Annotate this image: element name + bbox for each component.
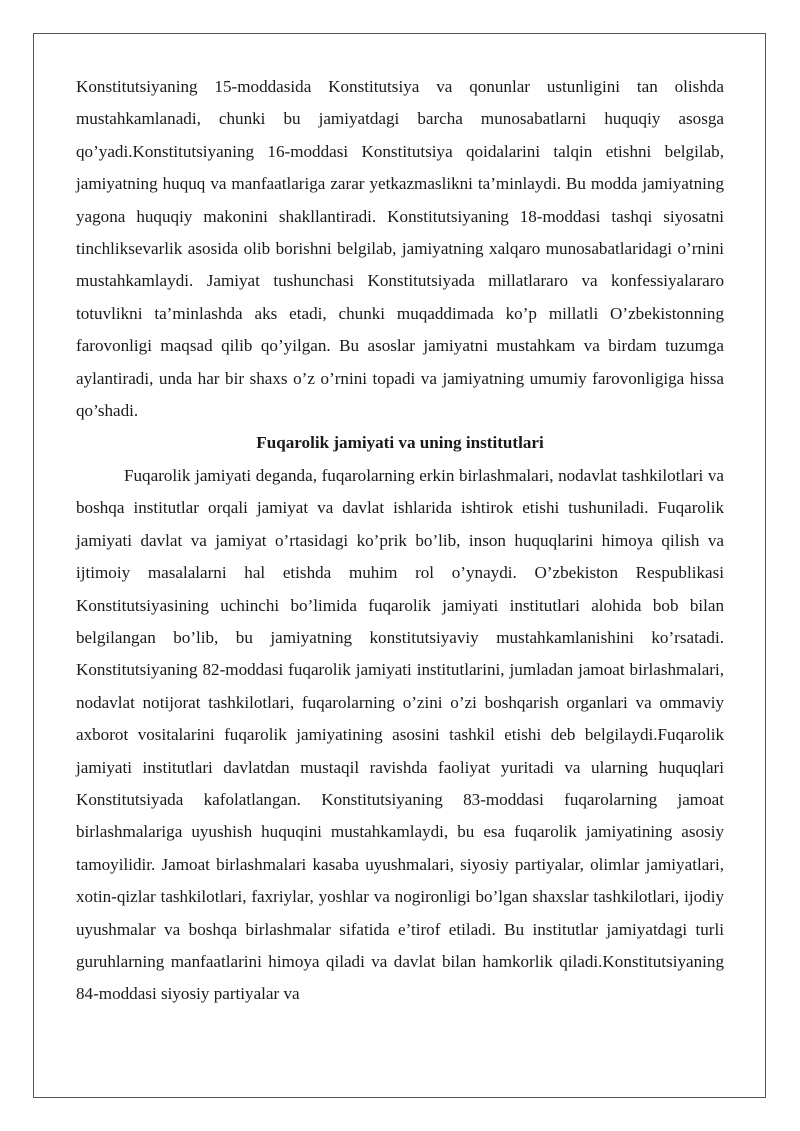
section-heading: Fuqarolik jamiyati va uning institutlari (256, 433, 544, 453)
body-paragraph: Konstitutsiyaning 15-moddasida Konstitutsiya va qonunlar ustunligini tan olishda mustahkamlanadi, chunki bu jamiyatdagi barcha munosabatlarni huquqiy asosga qo’yadi.Konstitutsiyaning 16-moddasi Konstitutsiya qoidalarini talqin etishni belgilab, jamiyatning huquq va manfaatlariga zarar yetkazmaslikni ta’minlaydi. Bu modda jamiyatning yagona huquqiy makonini shakllantiradi. Konstitutsiyaning 18-moddasi tashqi siyosatni tinchliksevarlik asosida olib borishni belgilab, jamiyatning xalqaro munosabatlaridagi o’rnini mustahkamlaydi. Jamiyat tushunchasi Konstitutsiyada millatlararo va konfessiyalararo totuvlikni ta’minlashda aks etadi, chunki muqaddimada ko’p millatli O’zbekistonning farovonligi maqsad qilib qo’yilgan. Bu asoslar jamiyatni mustahkam va birdam tuzumga aylantiradi, unda har bir shaxs o’z o’rnini topadi va jamiyatning umumiy farovonligiga hissa qo’shadi. (76, 77, 724, 421)
document-body (76, 71, 724, 1011)
body-paragraph: Fuqarolik jamiyati deganda, fuqarolarning erkin birlashmalari, nodavlat tashkilotlari va boshqa institutlar orqali jamiyat va davlat ishlarida ishtirok etishi tushuniladi. Fuqarolik jamiyati davlat va jamiyat o’rtasidagi ko’prik bo’lib, inson huquqlarini himoya qilish va ijtimoiy masalalarni hal etishda muhim rol o’ynaydi. O’zbekiston Respublikasi Konstitutsiyasining uchinchi bo’limida fuqarolik jamiyati institutlari alohida bob bilan belgilangan bo’lib, bu jamiyatning konstitutsiyaviy mustahkamlanishini ko’rsatadi. Konstitutsiyaning 82-moddasi fuqarolik jamiyati institutlarini, jumladan jamoat birlashmalari, nodavlat notijorat tashkilotlari, fuqarolarning o’zini o’zi boshqarish organlari va ommaviy axborot vositalarini fuqarolik jamiyatining asosini tashkil etishi deb belgilaydi.Fuqarolik jamiyati institutlari davlatdan mustaqil ravishda faoliyat yuritadi va ularning huquqlari Konstitutsiyada kafolatlangan. Konstitutsiyaning 83-moddasi fuqarolarning jamoat birlashmalariga uyushish huquqini mustahkamlaydi, bu esa fuqarolik jamiyatining asosiy tamoyilidir. Jamoat birlashmalari kasaba uyushmalari, siyosiy partiyalar, olimlar jamiyatlari, xotin-qizlar tashkilotlari, faxriylar, yoshlar va nogironligi bo’lgan shaxslar tashkilotlari, ijodiy uyushmalar va boshqa birlashmalar sifatida e’tirof etiladi. Bu institutlar jamiyatdagi turli guruhlarning manfaatlarini himoya qiladi va davlat bilan hamkorlik qiladi.Konstitutsiyaning 84-moddasi siyosiy partiyalar va (76, 465, 724, 1004)
